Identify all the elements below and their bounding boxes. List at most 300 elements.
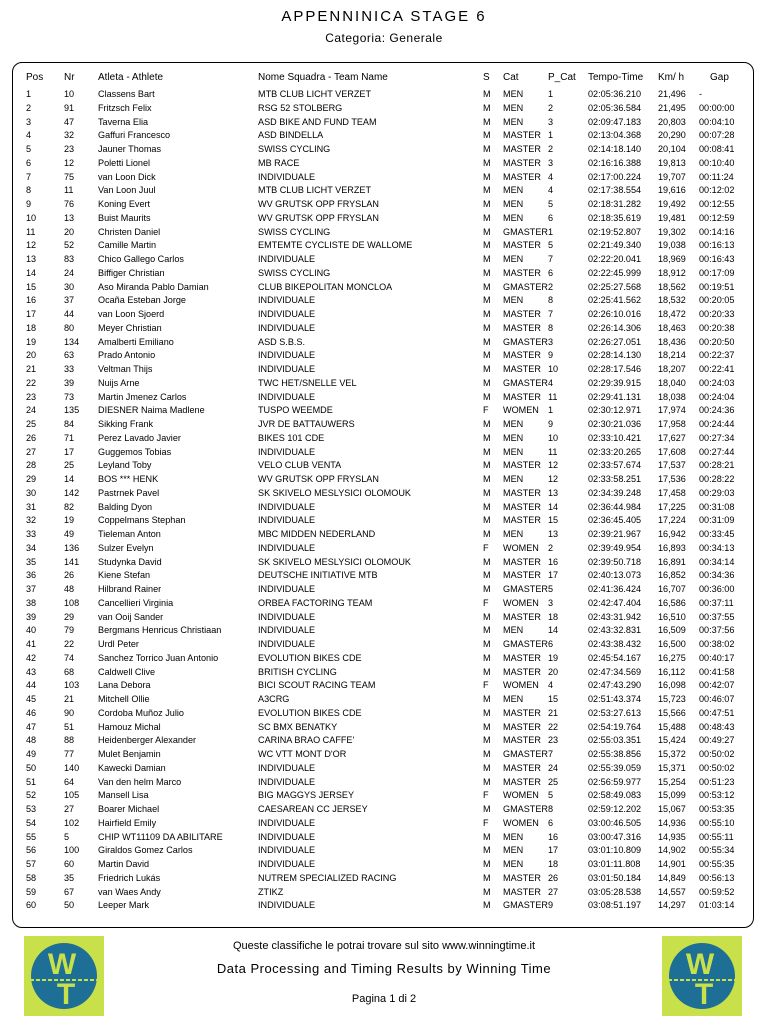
cell-time: 02:14:18.140 <box>588 144 642 154</box>
cell-nr: 52 <box>64 240 75 251</box>
cell-kmh: 19,616 <box>658 185 686 196</box>
cell-gap: 00:55:35 <box>699 859 735 869</box>
cell-nr: 141 <box>64 556 80 567</box>
cell-pcat: 5 <box>548 199 554 209</box>
cell-nr: 26 <box>64 570 75 581</box>
col-header-nr: Nr <box>64 72 75 83</box>
cell-kmh: 15,254 <box>658 776 686 787</box>
cell-gap: 00:38:02 <box>699 639 735 649</box>
cell-cat: WOMEN <box>503 817 539 828</box>
cell-cat: MEN <box>503 185 524 196</box>
cell-pcat: 5 <box>548 240 554 251</box>
cell-gap: 00:48:43 <box>699 721 735 732</box>
cell-cat: MASTER <box>503 171 541 182</box>
cell-cat: MEN <box>503 199 524 209</box>
table-row <box>13 377 753 391</box>
cell-gap: 00:28:22 <box>699 474 735 484</box>
cell-cat: GMASTER5 <box>503 584 554 594</box>
cell-kmh: 17,225 <box>658 501 686 512</box>
cell-nr: 79 <box>64 625 75 636</box>
cell-pos: 28 <box>26 460 37 471</box>
cell-kmh: 18,532 <box>658 295 686 306</box>
cell-nr: 60 <box>64 859 75 869</box>
cell-pos: 3 <box>26 116 32 127</box>
cell-time: 02:55:39.059 <box>588 762 642 773</box>
cell-sex: M <box>483 432 491 443</box>
cell-kmh: 18,207 <box>658 364 686 374</box>
cell-gap: 00:59:52 <box>699 886 735 897</box>
cell-nr: 32 <box>64 130 75 141</box>
cell-athlete: Mulet Benjamin <box>98 749 161 759</box>
cell-team: MB RACE <box>258 157 300 168</box>
table-row <box>13 157 753 171</box>
cell-pos: 13 <box>26 254 37 264</box>
cell-kmh: 19,038 <box>658 240 686 251</box>
cell-cat: MASTER <box>503 556 541 567</box>
table-row <box>13 487 753 501</box>
cell-gap: 00:17:09 <box>699 267 735 278</box>
cell-pcat: 12 <box>548 460 559 471</box>
cell-gap: 00:11:24 <box>699 171 734 182</box>
cell-pos: 40 <box>26 625 37 636</box>
cell-cat: MASTER <box>503 776 541 787</box>
cell-nr: 77 <box>64 749 75 759</box>
cell-sex: M <box>483 666 491 677</box>
cell-sex: M <box>483 749 491 759</box>
cell-gap: 00:14:16 <box>699 226 735 237</box>
cell-pcat: 3 <box>548 116 554 127</box>
cell-sex: M <box>483 336 491 347</box>
cell-sex: M <box>483 556 491 567</box>
cell-pos: 27 <box>26 446 37 457</box>
cell-kmh: 19,707 <box>658 171 686 182</box>
cell-team: INDIVIDUALE <box>258 515 316 526</box>
cell-pcat: 6 <box>548 212 554 223</box>
table-row <box>13 652 753 666</box>
cell-cat: MEN <box>503 254 524 264</box>
cell-gap: 00:31:08 <box>699 501 735 512</box>
cell-athlete: Sikking Frank <box>98 419 154 429</box>
cell-nr: 83 <box>64 254 75 264</box>
cell-athlete: Giraldos Gomez Carlos <box>98 845 193 856</box>
cell-time: 02:22:45.999 <box>588 267 642 278</box>
cell-sex: M <box>483 487 491 498</box>
cell-pcat: 17 <box>548 845 559 856</box>
cell-team: INDIVIDUALE <box>258 446 316 457</box>
cell-nr: 30 <box>64 281 75 292</box>
cell-cat: MEN <box>503 419 524 429</box>
cell-team: INDIVIDUALE <box>258 625 316 636</box>
cell-gap: 00:28:21 <box>699 460 735 471</box>
cell-athlete: Tieleman Anton <box>98 529 161 539</box>
cell-athlete: CHIP WT11109 DA ABILITARE <box>98 831 223 842</box>
cell-kmh: 18,969 <box>658 254 686 264</box>
cell-sex: M <box>483 309 491 319</box>
cell-nr: 11 <box>64 185 74 196</box>
col-header-pos: Pos <box>26 72 44 83</box>
table-row <box>13 776 753 790</box>
cell-pos: 33 <box>26 529 37 539</box>
cell-team: INDIVIDUALE <box>258 322 316 333</box>
table-row <box>13 707 753 721</box>
cell-nr: 44 <box>64 309 75 319</box>
col-header-team: Nome Squadra - Team Name <box>258 72 388 83</box>
cell-pos: 18 <box>26 322 37 333</box>
cell-gap: 00:34:36 <box>699 570 735 581</box>
cell-time: 02:25:27.568 <box>588 281 642 292</box>
cell-athlete: Koning Evert <box>98 199 151 209</box>
cell-gap: 00:16:13 <box>699 240 735 251</box>
cell-athlete: Balding Dyon <box>98 501 153 512</box>
cell-athlete: Christen Daniel <box>98 226 161 237</box>
cell-cat: MEN <box>503 694 524 704</box>
cell-sex: M <box>483 776 491 787</box>
cell-nr: 22 <box>64 639 75 649</box>
footer-credit: Data Processing and Timing Results by Winning Time <box>216 961 552 976</box>
cell-kmh: 16,893 <box>658 542 686 553</box>
cell-pos: 10 <box>26 212 37 223</box>
cell-pos: 24 <box>26 405 37 416</box>
cell-cat: MEN <box>503 295 524 306</box>
table-row <box>13 322 753 336</box>
cell-cat: GMASTER9 <box>503 900 554 911</box>
cell-nr: 5 <box>64 831 70 842</box>
cell-time: 02:51:43.374 <box>588 694 642 704</box>
cell-time: 02:33:10.421 <box>588 432 642 443</box>
cell-kmh: 15,566 <box>658 707 686 718</box>
cell-athlete: Ocaña Esteban Jorge <box>98 295 186 306</box>
col-header-cat: Cat <box>503 72 519 83</box>
cell-team: INDIVIDUALE <box>258 254 316 264</box>
cell-team: VELO CLUB VENTA <box>258 460 342 471</box>
cell-time: 02:28:14.130 <box>588 350 642 361</box>
cell-team: INDIVIDUALE <box>258 364 316 374</box>
table-row <box>13 267 753 281</box>
cell-gap: 00:12:02 <box>699 185 735 196</box>
cell-athlete: Cancellieri Virginia <box>98 597 174 608</box>
cell-team: SC BMX BENATKY <box>258 721 338 732</box>
cell-pos: 6 <box>26 157 32 168</box>
cell-kmh: 15,371 <box>658 762 686 773</box>
cell-time: 02:34:39.248 <box>588 487 642 498</box>
cell-sex: M <box>483 845 491 856</box>
category-subtitle: Categoria: Generale <box>325 31 443 45</box>
cell-cat: MASTER <box>503 157 541 168</box>
cell-pcat: 18 <box>548 859 559 869</box>
cell-cat: MASTER <box>503 872 541 883</box>
cell-athlete: Perez Lavado Javier <box>98 432 181 443</box>
cell-team: EVOLUTION BIKES CDE <box>258 652 362 663</box>
cell-pcat: 27 <box>548 886 559 897</box>
cell-gap: 00:34:14 <box>699 556 735 567</box>
table-row <box>13 171 753 185</box>
cell-kmh: 14,902 <box>658 845 686 856</box>
cell-time: 02:33:20.265 <box>588 446 642 457</box>
cell-sex: M <box>483 377 491 388</box>
cell-gap: 00:12:59 <box>699 212 735 223</box>
cell-pos: 35 <box>26 556 37 567</box>
table-row <box>13 583 753 597</box>
cell-sex: M <box>483 295 491 306</box>
cell-time: 02:39:49.954 <box>588 542 642 553</box>
cell-sex: M <box>483 721 491 732</box>
cell-team: TWC HET/SNELLE VEL <box>258 377 357 388</box>
cell-gap: 00:04:10 <box>699 116 735 127</box>
cell-sex: M <box>483 707 491 718</box>
cell-gap: 00:27:44 <box>699 446 735 457</box>
cell-nr: 67 <box>64 886 75 897</box>
cell-athlete: Martin Jmenez Carlos <box>98 391 187 402</box>
svg-text:T: T <box>694 978 714 1011</box>
cell-team: BRITISH CYCLING <box>258 666 337 677</box>
cell-athlete: Van Loon Juul <box>98 185 156 196</box>
cell-sex: M <box>483 762 491 773</box>
cell-time: 02:43:32.831 <box>588 625 642 636</box>
cell-nr: 14 <box>64 474 75 484</box>
cell-sex: M <box>483 130 491 141</box>
cell-team: SK SKIVELO MESLYSICI OLOMOUK <box>258 487 411 498</box>
cell-kmh: 15,488 <box>658 721 686 732</box>
cell-team: EMTEMTE CYCLISTE DE WALLOME <box>258 240 413 251</box>
cell-nr: 47 <box>64 116 75 127</box>
cell-athlete: Coppelmans Stephan <box>98 515 186 526</box>
cell-cat: WOMEN <box>503 680 539 691</box>
cell-sex: M <box>483 171 491 182</box>
cell-time: 02:30:12.971 <box>588 405 642 416</box>
cell-team: INDIVIDUALE <box>258 762 316 773</box>
cell-pos: 59 <box>26 886 37 897</box>
cell-sex: M <box>483 267 491 278</box>
cell-sex: M <box>483 831 491 842</box>
cell-team: SWISS CYCLING <box>258 267 331 278</box>
cell-team: INDIVIDUALE <box>258 817 316 828</box>
cell-pcat: 26 <box>548 872 559 883</box>
cell-sex: F <box>483 680 489 691</box>
cell-athlete: DIESNER Naima Madlene <box>98 405 205 416</box>
cell-sex: M <box>483 322 491 333</box>
cell-pcat: 16 <box>548 831 559 842</box>
cell-pos: 16 <box>26 295 37 306</box>
cell-kmh: 17,608 <box>658 446 686 457</box>
cell-gap: 00:22:37 <box>699 350 735 361</box>
cell-team: INDIVIDUALE <box>258 845 316 856</box>
cell-gap: 00:37:56 <box>699 625 735 636</box>
cell-kmh: 14,936 <box>658 817 686 828</box>
cell-athlete: Van den helm Marco <box>98 776 182 787</box>
cell-sex: M <box>483 611 491 622</box>
cell-team: INDIVIDUALE <box>258 391 316 402</box>
cell-athlete: Poletti Lionel <box>98 157 151 168</box>
table-row <box>13 569 753 583</box>
cell-kmh: 18,472 <box>658 309 686 319</box>
table-row <box>13 129 753 143</box>
cell-pos: 15 <box>26 281 37 292</box>
cell-sex: M <box>483 391 491 402</box>
cell-nr: 108 <box>64 597 80 608</box>
cell-pcat: 7 <box>548 254 554 264</box>
cell-pcat: 9 <box>548 350 554 361</box>
table-row <box>13 404 753 418</box>
table-header <box>13 70 753 86</box>
cell-cat: MASTER <box>503 886 541 897</box>
table-row <box>13 116 753 130</box>
cell-pos: 20 <box>26 350 37 361</box>
cell-pcat: 9 <box>548 419 554 429</box>
cell-nr: 35 <box>64 872 75 883</box>
cell-team: INDIVIDUALE <box>258 501 316 512</box>
table-row <box>13 281 753 295</box>
cell-sex: M <box>483 694 491 704</box>
cell-cat: MASTER <box>503 721 541 732</box>
cell-cat: MASTER <box>503 707 541 718</box>
cell-kmh: 20,803 <box>658 116 686 127</box>
cell-pcat: 2 <box>548 102 554 113</box>
cell-time: 02:59:12.202 <box>588 804 642 814</box>
cell-team: MTB CLUB LICHT VERZET <box>258 185 372 196</box>
cell-time: 02:26:14.306 <box>588 322 642 333</box>
cell-kmh: 20,290 <box>658 130 686 141</box>
cell-time: 02:05:36.210 <box>588 89 642 99</box>
cell-nr: 17 <box>64 446 75 457</box>
cell-pos: 53 <box>26 804 37 814</box>
table-row <box>13 212 753 226</box>
cell-time: 02:29:41.131 <box>588 391 642 402</box>
cell-time: 02:09:47.183 <box>588 116 642 127</box>
svg-text:W: W <box>685 948 715 981</box>
cell-sex: M <box>483 460 491 471</box>
cell-sex: M <box>483 900 491 911</box>
table-row <box>13 789 753 803</box>
table-row <box>13 872 753 886</box>
cell-pos: 23 <box>26 391 37 402</box>
col-header-pcat: P_Cat <box>548 72 576 83</box>
cell-gap: 00:34:13 <box>699 542 735 553</box>
cell-athlete: Hilbrand Rainer <box>98 584 162 594</box>
cell-cat: MEN <box>503 845 524 856</box>
cell-nr: 49 <box>64 529 75 539</box>
cell-team: INDIVIDUALE <box>258 295 316 306</box>
cell-time: 02:33:58.251 <box>588 474 642 484</box>
cell-time: 03:08:51.197 <box>588 900 642 911</box>
cell-gap: 00:56:13 <box>699 872 735 883</box>
cell-nr: 29 <box>64 611 75 622</box>
cell-kmh: 18,214 <box>658 350 686 361</box>
cell-sex: F <box>483 597 489 608</box>
cell-kmh: 15,424 <box>658 735 686 746</box>
cell-time: 02:43:38.432 <box>588 639 642 649</box>
cell-pcat: 15 <box>548 694 559 704</box>
col-header-gap: Gap <box>710 72 729 83</box>
cell-cat: MASTER <box>503 364 541 374</box>
cell-team: WV GRUTSK OPP FRYSLAN <box>258 199 379 209</box>
cell-nr: 102 <box>64 817 80 828</box>
cell-kmh: 16,891 <box>658 556 686 567</box>
cell-athlete: Buist Maurits <box>98 212 151 223</box>
cell-pcat: 1 <box>548 130 554 141</box>
cell-pos: 49 <box>26 749 37 759</box>
cell-team: TUSPO WEEMDE <box>258 405 333 416</box>
cell-pos: 22 <box>26 377 37 388</box>
cell-athlete: BOS *** HENK <box>98 474 159 484</box>
cell-time: 03:01:10.809 <box>588 845 642 856</box>
cell-gap: 00:42:07 <box>699 680 735 691</box>
cell-team: WV GRUTSK OPP FRYSLAN <box>258 474 379 484</box>
cell-pcat: 11 <box>548 391 558 402</box>
cell-pcat: 10 <box>548 364 559 374</box>
cell-pos: 4 <box>26 130 32 141</box>
cell-pos: 12 <box>26 240 37 251</box>
cell-cat: MEN <box>503 446 524 457</box>
table-row <box>13 391 753 405</box>
cell-nr: 20 <box>64 226 75 237</box>
cell-team: SWISS CYCLING <box>258 144 331 154</box>
cell-time: 02:30:21.036 <box>588 419 642 429</box>
cell-kmh: 18,040 <box>658 377 686 388</box>
cell-pos: 17 <box>26 309 37 319</box>
cell-pos: 30 <box>26 487 37 498</box>
cell-athlete: van Loon Sjoerd <box>98 309 165 319</box>
cell-cat: MEN <box>503 212 524 223</box>
table-row <box>13 294 753 308</box>
cell-gap: 00:10:40 <box>699 157 735 168</box>
cell-kmh: 17,537 <box>658 460 686 471</box>
cell-pos: 37 <box>26 584 37 594</box>
cell-gap: 00:19:51 <box>699 281 735 292</box>
cell-nr: 140 <box>64 762 80 773</box>
cell-time: 02:54:19.764 <box>588 721 642 732</box>
cell-pcat: 20 <box>548 666 559 677</box>
cell-time: 02:36:44.984 <box>588 501 642 512</box>
table-row <box>13 899 753 913</box>
cell-sex: F <box>483 542 489 553</box>
cell-nr: 136 <box>64 542 80 553</box>
cell-athlete: Heidenberger Alexander <box>98 735 197 746</box>
table-row <box>13 239 753 253</box>
cell-nr: 21 <box>64 694 75 704</box>
svg-text:T: T <box>56 978 76 1011</box>
cell-team: A3CRG <box>258 694 290 704</box>
cell-sex: M <box>483 625 491 636</box>
cell-time: 02:29:39.915 <box>588 377 642 388</box>
cell-time: 02:18:35.619 <box>588 212 642 223</box>
cell-team: CLUB BIKEPOLITAN MONCLOA <box>258 281 393 292</box>
cell-nr: 39 <box>64 377 75 388</box>
cell-pos: 57 <box>26 859 37 869</box>
cell-athlete: Boarer Michael <box>98 804 160 814</box>
cell-team: ORBEA FACTORING TEAM <box>258 597 373 608</box>
table-row <box>13 514 753 528</box>
cell-pos: 21 <box>26 364 37 374</box>
cell-athlete: Leyland Toby <box>98 460 152 471</box>
cell-athlete: Jauner Thomas <box>98 144 162 154</box>
cell-time: 02:36:45.405 <box>588 515 642 526</box>
cell-pos: 14 <box>26 267 37 278</box>
cell-team: INDIVIDUALE <box>258 859 316 869</box>
cell-time: 02:13:04.368 <box>588 130 642 141</box>
cell-pos: 11 <box>26 226 36 237</box>
table-row <box>13 542 753 556</box>
cell-time: 02:17:00.224 <box>588 171 642 182</box>
cell-pos: 50 <box>26 762 37 773</box>
cell-cat: MASTER <box>503 487 541 498</box>
cell-time: 02:47:34.569 <box>588 666 642 677</box>
cell-time: 02:21:49.340 <box>588 240 642 251</box>
cell-kmh: 18,436 <box>658 336 686 347</box>
cell-team: ASD BIKE AND FUND TEAM <box>258 116 377 127</box>
table-row <box>13 198 753 212</box>
table-row <box>13 459 753 473</box>
cell-kmh: 14,557 <box>658 886 686 897</box>
